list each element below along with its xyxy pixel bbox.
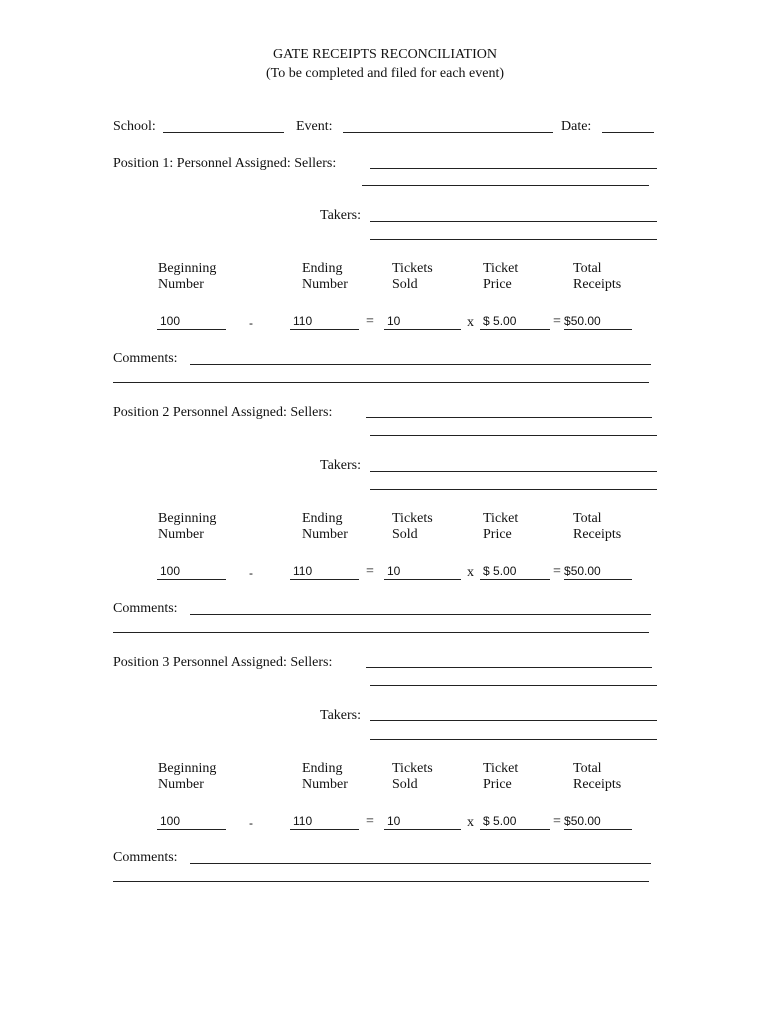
equals-sign-2: = [553, 564, 561, 579]
col-header-ticket-price: Ticket Price [483, 511, 519, 542]
position-heading: Position 1: Personnel Assigned: Sellers: [113, 156, 337, 171]
school-field[interactable] [163, 132, 284, 133]
col-header-ticket-price: Ticket Price [483, 261, 519, 292]
takers-field-2[interactable] [370, 739, 657, 740]
total-receipts-value: 50.00 [570, 314, 601, 328]
dollar-sign: $ [564, 564, 571, 578]
ticket-price-field[interactable] [480, 314, 550, 330]
sellers-field-2[interactable] [370, 435, 657, 436]
ticket-price-field[interactable] [480, 564, 550, 580]
ending-number-field[interactable]: 110 [290, 564, 359, 580]
dollar-sign: $ [564, 814, 571, 828]
tickets-sold-field[interactable]: 10 [384, 814, 461, 830]
beginning-number-field[interactable]: 100 [157, 814, 226, 830]
tickets-sold-field[interactable]: 10 [384, 564, 461, 580]
col-header-ending: Ending Number [302, 761, 348, 792]
col-header-beginning: Beginning Number [158, 261, 217, 292]
comments-field-2[interactable] [113, 632, 649, 633]
sellers-field-2[interactable] [370, 685, 657, 686]
total-receipts-value: 50.00 [570, 564, 601, 578]
takers-label: Takers: [320, 458, 362, 473]
total-receipts-field[interactable] [564, 314, 632, 330]
position-heading: Position 2 Personnel Assigned: Sellers: [113, 405, 333, 420]
total-receipts-field[interactable] [564, 564, 632, 580]
col-header-beginning: Beginning Number [158, 761, 217, 792]
dollar-sign: $ [564, 314, 571, 328]
comments-label: Comments: [113, 351, 178, 366]
col-header-tickets-sold: Tickets Sold [392, 761, 433, 792]
col-header-total-receipts: Total Receipts [573, 511, 622, 542]
comments-field[interactable] [190, 614, 651, 615]
col-header-beginning: Beginning Number [158, 511, 217, 542]
takers-field[interactable] [370, 720, 657, 721]
beginning-number-field[interactable]: 100 [157, 564, 226, 580]
equals-sign: = [366, 314, 374, 329]
position-heading: Position 3 Personnel Assigned: Sellers: [113, 655, 333, 670]
event-label: Event: [296, 119, 333, 134]
takers-label: Takers: [320, 708, 362, 723]
total-receipts-field[interactable] [564, 814, 632, 830]
takers-field[interactable] [370, 471, 657, 472]
comments-label: Comments: [113, 601, 178, 616]
comments-field-2[interactable] [113, 881, 649, 882]
dollar-sign: $ [483, 814, 490, 828]
dollar-sign: $ [483, 314, 490, 328]
sellers-field-2[interactable] [362, 185, 649, 186]
sellers-field[interactable] [366, 667, 652, 668]
col-header-total-receipts: Total Receipts [573, 761, 622, 792]
takers-field-2[interactable] [370, 489, 657, 490]
sellers-field[interactable] [366, 417, 652, 418]
takers-label: Takers: [320, 208, 362, 223]
col-header-ticket-price: Ticket Price [483, 761, 519, 792]
ticket-price-value: 5.00 [493, 314, 517, 328]
equals-sign: = [366, 564, 374, 579]
comments-label: Comments: [113, 850, 178, 865]
equals-sign: = [366, 814, 374, 829]
ending-number-field[interactable]: 110 [290, 314, 359, 330]
comments-field-2[interactable] [113, 382, 649, 383]
form-subtitle: (To be completed and filed for each event) [265, 66, 505, 81]
equals-sign-2: = [553, 314, 561, 329]
times-sign: x [467, 315, 474, 330]
dollar-sign: $ [483, 564, 490, 578]
beginning-number-field[interactable]: 100 [157, 314, 226, 330]
minus-sign: - [249, 566, 253, 580]
ending-number-field[interactable]: 110 [290, 814, 359, 830]
takers-field-2[interactable] [370, 239, 657, 240]
total-receipts-value: 50.00 [570, 814, 601, 828]
col-header-tickets-sold: Tickets Sold [392, 511, 433, 542]
equals-sign-2: = [553, 814, 561, 829]
times-sign: x [467, 565, 474, 580]
minus-sign: - [249, 316, 253, 330]
comments-field[interactable] [190, 863, 651, 864]
ticket-price-value: 5.00 [493, 564, 517, 578]
date-field[interactable] [602, 132, 654, 133]
times-sign: x [467, 815, 474, 830]
tickets-sold-field[interactable]: 10 [384, 314, 461, 330]
date-label: Date: [561, 119, 592, 134]
minus-sign: - [249, 816, 253, 830]
takers-field[interactable] [370, 221, 657, 222]
school-label: School: [113, 119, 156, 134]
col-header-ending: Ending Number [302, 511, 348, 542]
form-title: GATE RECEIPTS RECONCILIATION [273, 47, 497, 62]
event-field[interactable] [343, 132, 553, 133]
sellers-field[interactable] [370, 168, 657, 169]
ticket-price-field[interactable] [480, 814, 550, 830]
ticket-price-value: 5.00 [493, 814, 517, 828]
comments-field[interactable] [190, 364, 651, 365]
col-header-ending: Ending Number [302, 261, 348, 292]
col-header-total-receipts: Total Receipts [573, 261, 622, 292]
col-header-tickets-sold: Tickets Sold [392, 261, 433, 292]
